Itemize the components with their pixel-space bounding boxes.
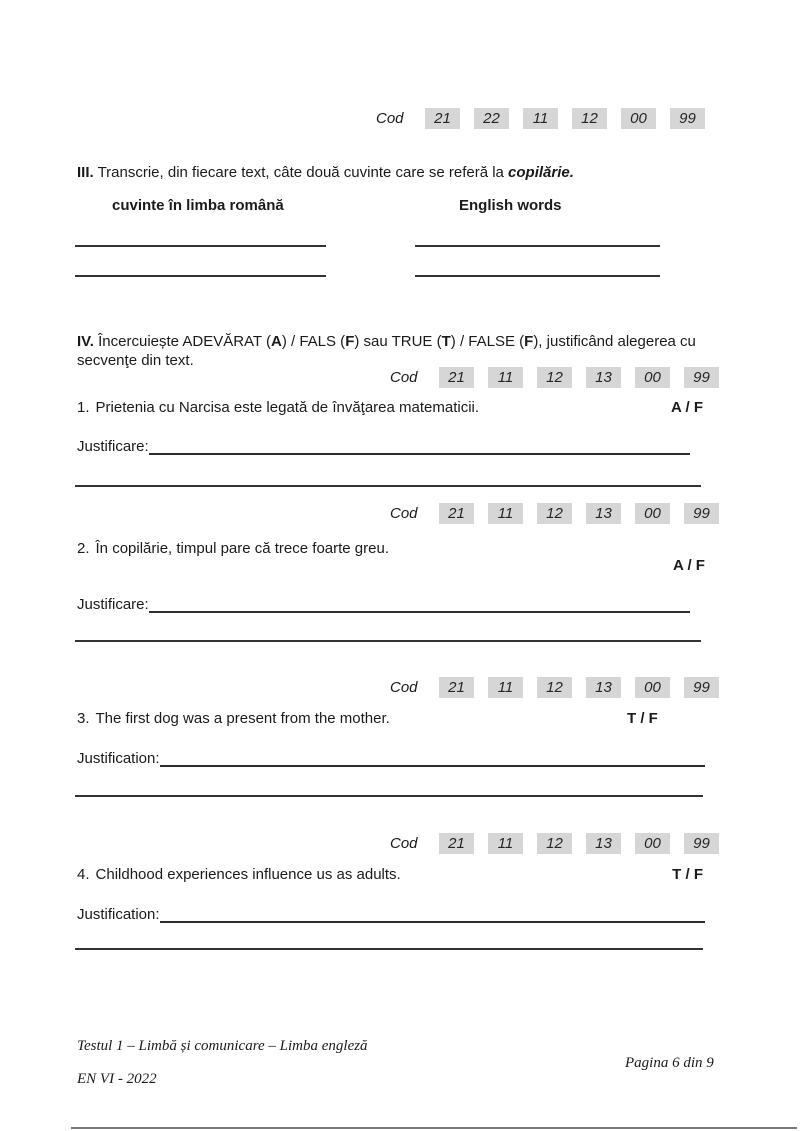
- code-value-box: 00: [621, 108, 656, 129]
- justification-line: [160, 744, 705, 767]
- justification-label: Justificare:: [77, 438, 149, 455]
- code-value-box: 13: [586, 503, 621, 524]
- section-text: ), justificând alegerea cu secvenţe din text.: [77, 333, 696, 369]
- question-text: În copilărie, timpul pare că trece foarte greu.: [95, 540, 389, 557]
- answer-letter: A: [270, 333, 282, 350]
- answer-letter: F: [524, 333, 534, 350]
- code-value-box: 99: [684, 833, 719, 854]
- code-value-box: 11: [488, 677, 523, 698]
- code-row: [390, 503, 719, 524]
- column-header-romanian: cuvinte în limba română: [112, 197, 284, 214]
- code-value-box: 99: [684, 503, 719, 524]
- code-value-box: 13: [586, 677, 621, 698]
- justification-line: [149, 590, 690, 613]
- answer-options: A / F: [673, 557, 705, 574]
- section-text: Transcrie, din fiecare text, câte două cuvinte care se referă la: [93, 164, 509, 181]
- question-number: 1.: [77, 399, 90, 416]
- code-value-box: 99: [670, 108, 705, 129]
- question-text: Prietenia cu Narcisa este legată de învăţarea matematicii.: [95, 399, 480, 416]
- section-text: ) / FALS (: [281, 333, 346, 350]
- answer-options: T / F: [672, 866, 703, 883]
- code-row: [390, 833, 719, 854]
- code-value-box: 11: [488, 367, 523, 388]
- section-number: IV.: [77, 333, 94, 350]
- code-value-box: 21: [425, 108, 460, 129]
- question-text-wrap: [77, 540, 389, 557]
- code-row-label: Cod: [390, 679, 418, 696]
- code-value-box: 21: [439, 677, 474, 698]
- question-row: [77, 866, 703, 883]
- justification-row: [77, 902, 705, 923]
- column-header-english: English words: [459, 197, 562, 214]
- code-value-box: 11: [523, 108, 558, 129]
- code-value-box: 00: [635, 677, 670, 698]
- justification-line: [75, 640, 701, 642]
- code-value-box: 12: [537, 503, 572, 524]
- code-value-box: 00: [635, 503, 670, 524]
- page-bottom-edge-line: [71, 1127, 797, 1129]
- code-row: [376, 108, 705, 129]
- code-value-box: 21: [439, 367, 474, 388]
- answer-blank-line: [415, 275, 660, 277]
- justification-label: Justification:: [77, 906, 160, 923]
- question-text-wrap: [77, 399, 479, 416]
- justification-label: Justification:: [77, 750, 160, 767]
- section-text: ) / FALSE (: [450, 333, 525, 350]
- code-value-box: 12: [537, 677, 572, 698]
- code-row-label: Cod: [390, 369, 418, 386]
- answer-options: T / F: [627, 710, 658, 727]
- section-text: ) sau TRUE (: [354, 333, 442, 350]
- justification-line: [75, 795, 703, 797]
- code-row-label: Cod: [376, 110, 404, 127]
- footer-page-indicator: Pagina 6 din 9: [625, 1055, 714, 1071]
- question-row: [77, 540, 703, 557]
- question-number: 2.: [77, 540, 90, 557]
- code-value-box: 21: [439, 503, 474, 524]
- answer-options: A / F: [671, 399, 703, 416]
- answer-blank-line: [75, 245, 326, 247]
- section-emphasis: copilărie.: [508, 164, 574, 181]
- code-value-box: 00: [635, 367, 670, 388]
- code-value-box: 13: [586, 367, 621, 388]
- question-text-wrap: [77, 710, 390, 727]
- code-value-box: 12: [537, 833, 572, 854]
- footer-test-title: Testul 1 – Limbă și comunicare – Limba engleză: [77, 1038, 368, 1054]
- code-value-box: 00: [635, 833, 670, 854]
- code-value-box: 11: [488, 833, 523, 854]
- code-row-label: Cod: [390, 835, 418, 852]
- section-text: Încercuiește ADEVĂRAT (: [93, 333, 271, 350]
- justification-row: [77, 434, 690, 455]
- code-value-box: 21: [439, 833, 474, 854]
- justification-line: [75, 485, 701, 487]
- justification-line: [160, 900, 705, 923]
- question-number: 4.: [77, 866, 90, 883]
- code-value-box: 99: [684, 367, 719, 388]
- answer-blank-line: [415, 245, 660, 247]
- justification-row: [77, 592, 690, 613]
- justification-row: [77, 746, 705, 767]
- footer-exam-code: EN VI - 2022: [77, 1071, 157, 1087]
- code-value-box: 12: [572, 108, 607, 129]
- question-text-wrap: [77, 866, 401, 883]
- section-iv-heading: [77, 332, 733, 370]
- code-row-label: Cod: [390, 505, 418, 522]
- justification-label: Justificare:: [77, 596, 149, 613]
- section-iii-heading: [77, 163, 737, 182]
- answer-letter: F: [345, 333, 355, 350]
- code-value-box: 99: [684, 677, 719, 698]
- question-text: Childhood experiences influence us as adults.: [95, 866, 401, 883]
- question-row: [77, 710, 703, 727]
- justification-line: [75, 948, 703, 950]
- code-value-box: 12: [537, 367, 572, 388]
- justification-line: [149, 432, 690, 455]
- answer-letter: T: [441, 333, 451, 350]
- code-row: [390, 367, 719, 388]
- code-value-box: 22: [474, 108, 509, 129]
- question-number: 3.: [77, 710, 90, 727]
- code-value-box: 13: [586, 833, 621, 854]
- section-number: III.: [77, 164, 94, 181]
- question-text: The first dog was a present from the mother.: [95, 710, 390, 727]
- code-row: [390, 677, 719, 698]
- question-row: [77, 399, 703, 416]
- code-value-box: 11: [488, 503, 523, 524]
- answer-blank-line: [75, 275, 326, 277]
